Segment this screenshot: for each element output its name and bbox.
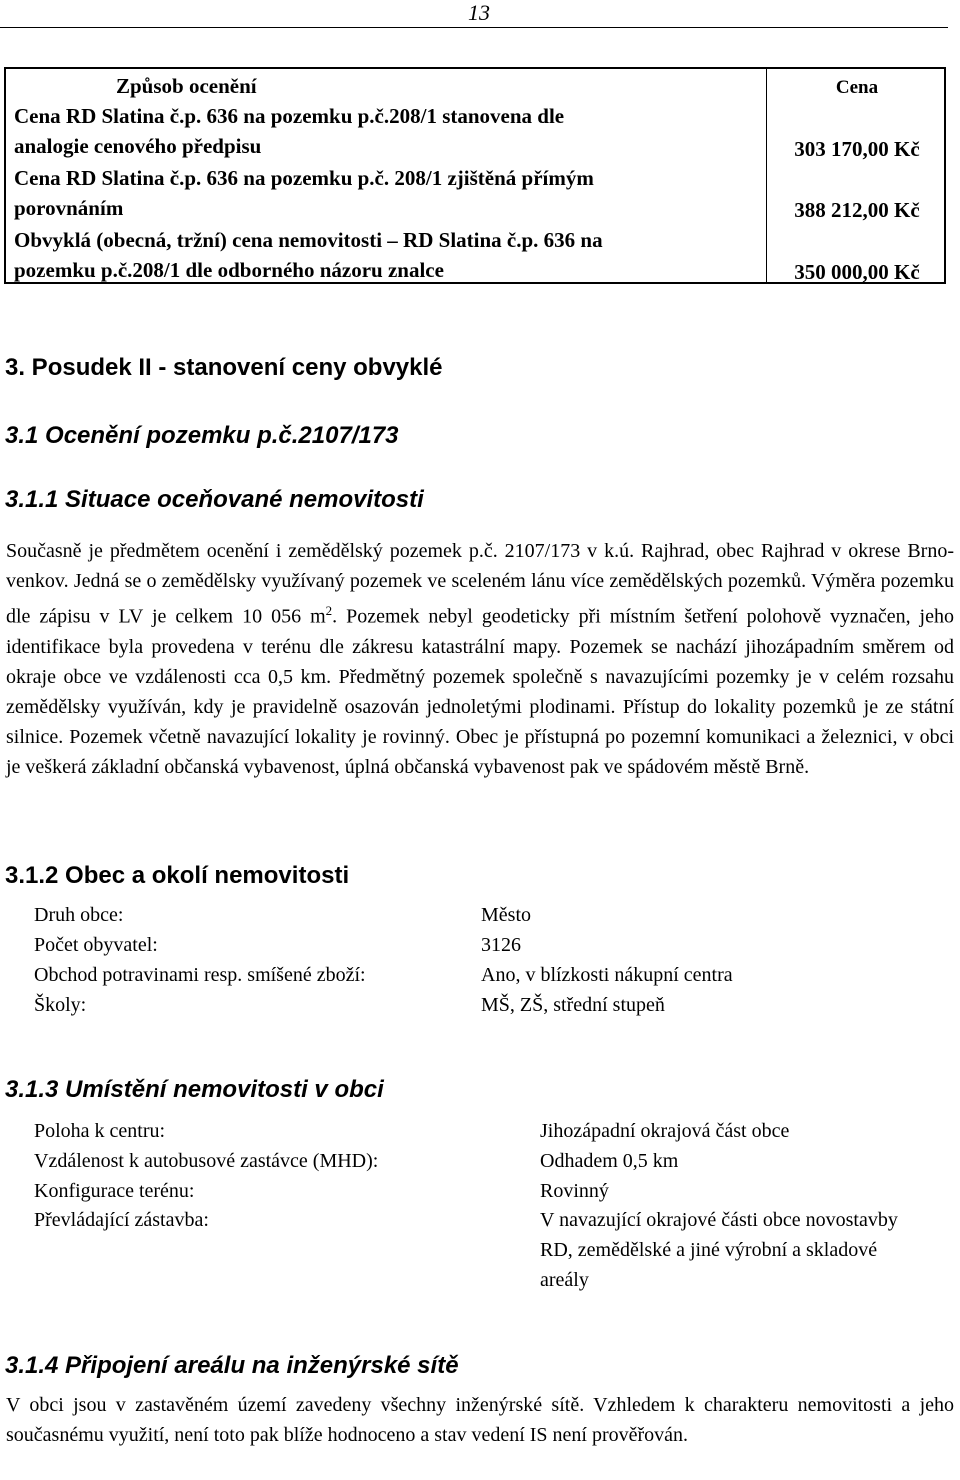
valuation-summary-table [4, 67, 946, 284]
schools-label: Školy: [34, 994, 87, 1016]
row3-line1: Obvyklá (obecná, tržní) cena nemovitosti – RD Slatina č.p. 636 na [14, 228, 603, 252]
development-label: Převládající zástavba: [34, 1209, 209, 1231]
bus-stop-distance-value: Odhadem 0,5 km [540, 1150, 679, 1172]
municipality-type-label: Druh obce: [34, 904, 124, 926]
population-value: 3126 [481, 934, 521, 956]
row2-line2: porovnáním [14, 196, 124, 220]
row2-price: 388 212,00 Kč [794, 198, 920, 222]
section-3-1-1-heading: 3.1.1 Situace oceňované nemovitosti [5, 486, 424, 513]
row3-line2: pozemku p.č.208/1 dle odborného názoru znalce [14, 258, 444, 282]
row3-price: 350 000,00 Kč [794, 260, 920, 284]
development-value: V navazující okrajové části obce novostavby RD, zemědělské a jiné výrobní a skladové areály [540, 1209, 898, 1291]
bus-stop-distance-label: Vzdálenost k autobusové zastávce (MHD): [34, 1150, 379, 1172]
section-3-1-heading: 3.1 Ocenění pozemku p.č.2107/173 [5, 422, 399, 449]
area-unit-superscript: 2 [325, 603, 333, 618]
header-method: Způsob ocenění [116, 74, 257, 98]
section-3-1-1-text [6, 536, 954, 782]
terrain-label: Konfigurace terénu: [34, 1180, 195, 1202]
row1-price: 303 170,00 Kč [794, 137, 920, 161]
location-label: Poloha k centru: [34, 1120, 166, 1142]
shop-label: Obchod potravinami resp. smíšené zboží: [34, 964, 366, 986]
section-3-1-3-heading: 3.1.3 Umístění nemovitosti v obci [5, 1076, 384, 1103]
row2-line1: Cena RD Slatina č.p. 636 na pozemku p.č. 208/1 zjištěná přímým [14, 166, 594, 190]
row1-line1: Cena RD Slatina č.p. 636 na pozemku p.č.208/1 stanovena dle [14, 104, 565, 128]
terrain-value: Rovinný [540, 1180, 609, 1202]
section-3-1-2-heading: 3.1.2 Obec a okolí nemovitosti [5, 862, 350, 889]
section-3-1-4-heading: 3.1.4 Připojení areálu na inženýrské sítě [5, 1352, 459, 1379]
situation-text-part2: . Pozemek nebyl geodeticky při místním šetření polohově vyznačen, jeho identifikace byla provedena v terénu dle zákresu katastrální mapy. Pozemek se nachází jihozápadním směrem od okraje obce ve vzdálenosti cca 0,5 km. Předmětný pozemek společně s navazujícími pozemky je v celém rozsahu zemědělsky využíván, kdy je pravidelně osazován jednoletými plodinami. Přístup do lokality pozemků je ze státní silnice. Pozemek včetně navazující lokality je rovinný. Obec je přístupná po pozemní komunikaci a železnici, v obci je veškerá základní občanská vybavenost, úplná občanská vybavenost pak ve spádovém městě Brně. [6, 605, 954, 778]
schools-value: MŠ, ZŠ, střední stupeň [481, 994, 665, 1016]
header-rule [0, 27, 948, 28]
row1-line2: analogie cenového předpisu [14, 134, 262, 158]
population-label: Počet obyvatel: [34, 934, 158, 956]
section-3-heading: 3. Posudek II - stanovení ceny obvyklé [5, 354, 443, 381]
shop-value: Ano, v blízkosti nákupní centra [481, 964, 733, 986]
section-3-1-4-text: V obci jsou v zastavěném území zavedeny všechny inženýrské sítě. Vzhledem k charakteru nemovitosti a jeho současnému využití, není toto pak blíže hodnoceno a stav vedení IS není prověřován. [6, 1394, 954, 1446]
municipality-type-value: Město [481, 904, 531, 926]
location-value: Jihozápadní okrajová část obce [540, 1120, 790, 1142]
header-price: Cena [835, 77, 879, 98]
situation-text-part1: Současně je předmětem ocenění i zemědělský pozemek p.č. 2107/173 v k.ú. Rajhrad, obec Rajhrad v okrese Brno-venkov. Jedná se o zemědělsky využívaný pozemek ve sceleném lánu více zemědělských pozemků. Výměra pozemku dle zápisu v LV je celkem 10 056 m [6, 540, 954, 628]
page-number: 13 [468, 0, 490, 25]
